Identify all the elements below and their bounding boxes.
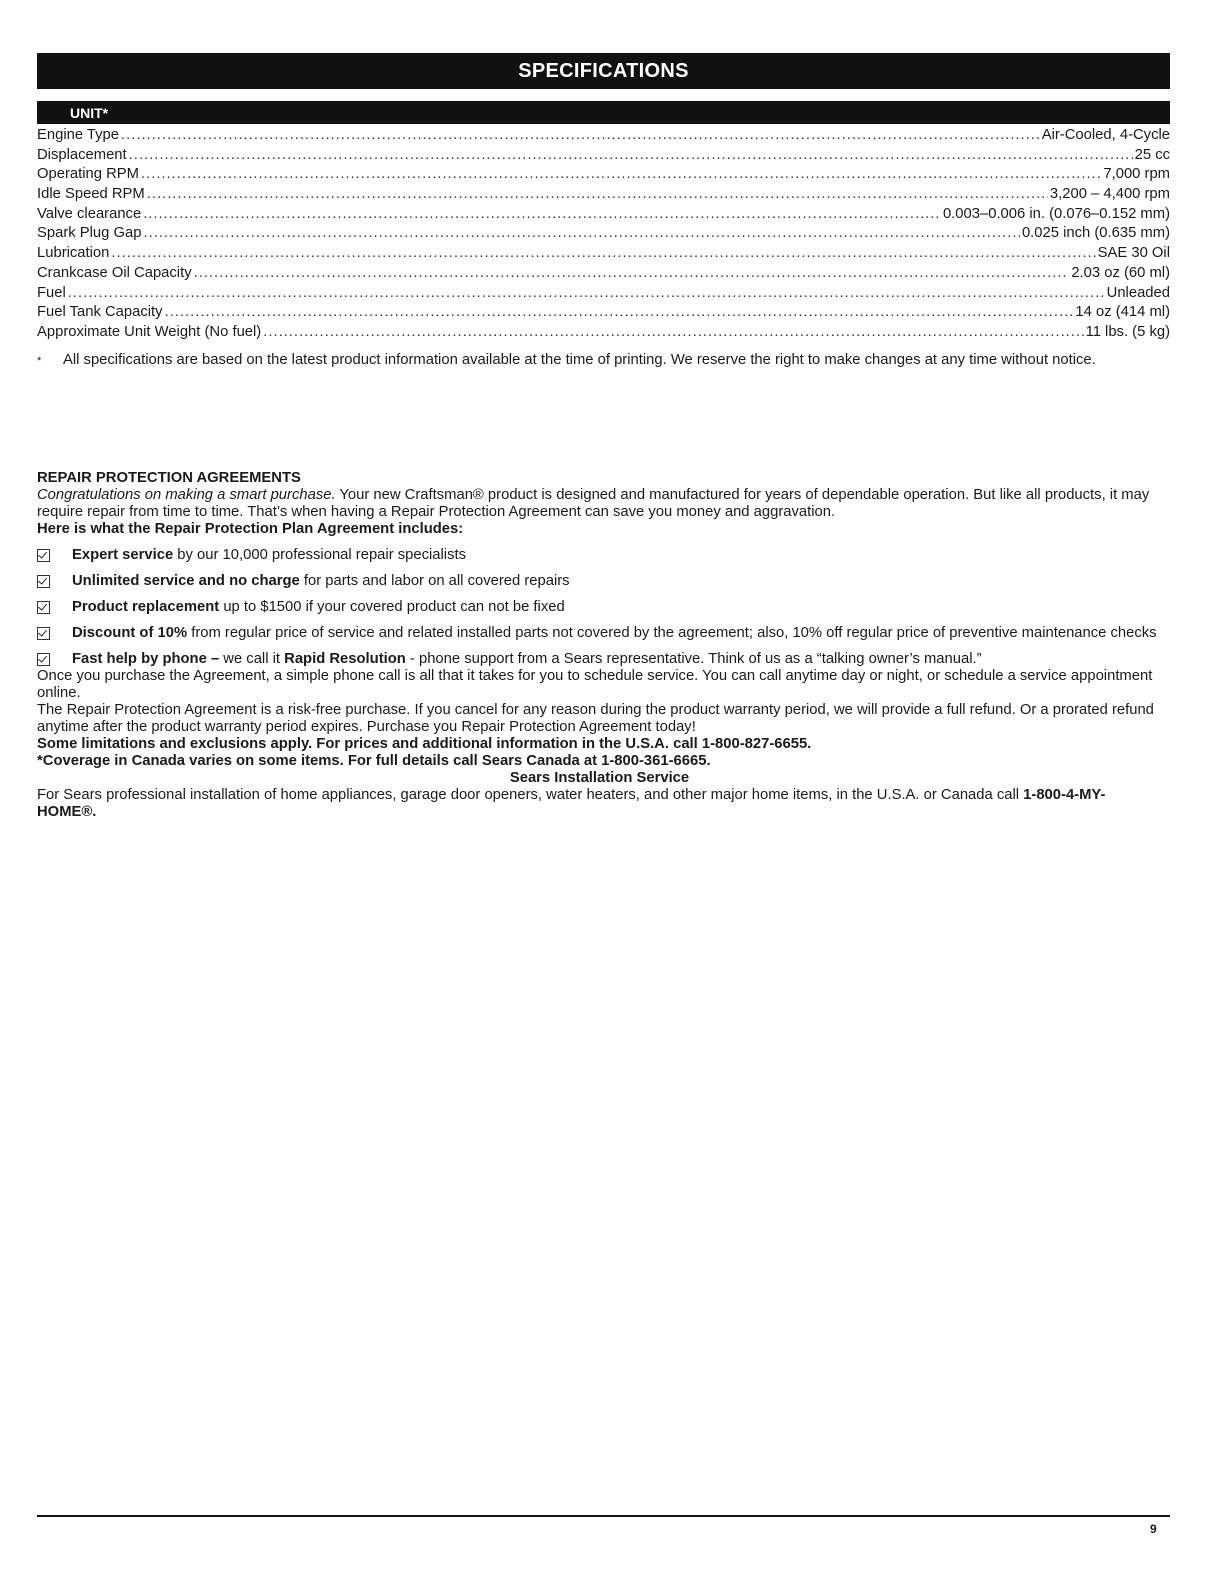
- rpa-title: REPAIR PROTECTION AGREEMENTS: [37, 470, 301, 486]
- rpa-limitations-canada: *Coverage in Canada varies on some items. For full details call Sears Canada at 1-800-361-6665.: [37, 753, 711, 769]
- rpa-intro-text: Your new Craftsman® product is designed and manufactured for years of dependable operation. But like all products, it may require repair from time to time. That’s when having a Repair Protection Agreement can save you money and aggravation.: [37, 487, 1150, 520]
- benefit-item: [37, 651, 1162, 668]
- footnote-marker: *: [37, 354, 42, 367]
- checkbox-checked-icon: [37, 549, 50, 562]
- rpa-includes-heading: Here is what the Repair Protection Plan Agreement includes:: [37, 521, 464, 537]
- rpa-riskfree-paragraph: The Repair Protection Agreement is a risk-free purchase. If you cancel for any reason during the product warranty period, we will provide a full refund. Or a prorated refund anytime after the product warranty period expires. Purchase you Repair Protection Agreement today!: [37, 702, 1154, 735]
- spec-name: Fuel Tank Capacity: [37, 304, 163, 321]
- unit-header-bar: [37, 101, 1170, 124]
- benefit-item: [37, 625, 1162, 642]
- spec-name: Fuel: [37, 284, 66, 301]
- spec-row: [37, 244, 1170, 264]
- spec-name: Crankcase Oil Capacity: [37, 264, 192, 281]
- benefit-item: [37, 547, 1162, 564]
- rpa-limitations-us: Some limitations and exclusions apply. For prices and additional information in the U.S.A. call 1-800-827-6655.: [37, 736, 812, 752]
- spec-row: [37, 284, 1170, 304]
- spec-value: 2.03 oz (60 ml): [1071, 264, 1170, 281]
- dot-leader: [147, 185, 1048, 205]
- spec-name: Idle Speed RPM: [37, 186, 145, 203]
- footnote-text: All specifications are based on the latest product information available at the time of printing. We reserve the right to make changes at any time without notice.: [63, 351, 1096, 368]
- benefit-bold: Fast help by phone –: [72, 651, 220, 667]
- benefit-bold: Unlimited service and no charge: [72, 573, 300, 589]
- spec-row: [37, 224, 1170, 244]
- spec-footnote: [37, 352, 1170, 370]
- checkbox-checked-icon: [37, 653, 50, 666]
- spec-name: Displacement: [37, 146, 127, 163]
- spec-value: 14 oz (414 ml): [1075, 304, 1170, 321]
- dot-leader: [165, 303, 1074, 323]
- checkbox-checked-icon: [37, 575, 50, 588]
- rpa-intro: [37, 487, 1162, 521]
- specifications-banner: [37, 53, 1170, 89]
- spec-row: [37, 205, 1170, 225]
- spec-name: Operating RPM: [37, 166, 139, 183]
- benefit-bold: Product replacement: [72, 599, 220, 615]
- spec-row: [37, 165, 1170, 185]
- benefit-item: [37, 573, 1162, 590]
- benefit-text: we call it: [219, 651, 285, 667]
- spec-value: 0.025 inch (0.635 mm): [1021, 225, 1170, 242]
- dot-leader: [263, 323, 1083, 343]
- spec-value: 3,200 – 4,400 rpm: [1049, 186, 1170, 203]
- dot-leader: [111, 244, 1095, 264]
- spec-name: Engine Type: [37, 127, 119, 143]
- benefit-bold: Rapid Resolution: [284, 651, 406, 667]
- spec-name: Lubrication: [37, 245, 110, 262]
- spec-value: SAE 30 Oil: [1097, 245, 1170, 262]
- repair-protection-section: [37, 470, 1162, 821]
- specifications-section: [37, 53, 1170, 370]
- benefit-text: from regular price of service and related installed parts not covered by the agreement; also, 10% off regular price of preventive maintenance checks: [187, 625, 1157, 641]
- benefit-text: for parts and labor on all covered repairs: [299, 573, 570, 589]
- spec-row: [37, 185, 1170, 205]
- spec-row: [37, 126, 1170, 146]
- checkbox-checked-icon: [37, 627, 50, 640]
- benefit-text: - phone support from a Sears representative. Think of us as a “talking owner’s manual.”: [405, 651, 982, 667]
- footer-rule: [37, 1515, 1170, 1517]
- page-number: 9: [1150, 1522, 1157, 1536]
- installation-paragraph: [37, 787, 1162, 821]
- dot-leader: [194, 264, 1070, 284]
- rpa-intro-italic: Congratulations on making a smart purchase.: [37, 487, 336, 503]
- dot-leader: [129, 146, 1133, 166]
- spec-name: Approximate Unit Weight (No fuel): [37, 323, 262, 340]
- benefit-bold: Discount of 10%: [72, 625, 188, 641]
- dot-leader: [143, 205, 941, 225]
- dot-leader: [121, 126, 1040, 146]
- benefit-item: [37, 599, 1162, 616]
- spec-value: 0.003–0.006 in. (0.076–0.152 mm): [942, 205, 1170, 222]
- spec-value: 11 lbs. (5 kg): [1085, 323, 1170, 340]
- unit-label: UNIT*: [70, 104, 109, 121]
- checkbox-checked-icon: [37, 601, 50, 614]
- benefit-text: up to $1500 if your covered product can not be fixed: [219, 599, 565, 615]
- dot-leader: [68, 284, 1105, 304]
- dot-leader: [141, 165, 1101, 185]
- spec-row: [37, 303, 1170, 323]
- spec-value: 25 cc: [1134, 146, 1170, 163]
- spec-value: 7,000 rpm: [1103, 166, 1170, 183]
- spec-name: Valve clearance: [37, 205, 142, 222]
- installation-phone: 1-800-4-MY-HOME®.: [37, 787, 1106, 820]
- spec-name: Spark Plug Gap: [37, 225, 142, 242]
- benefit-bold: Expert service: [72, 547, 174, 563]
- spec-row: [37, 323, 1170, 343]
- page-title: SPECIFICATIONS: [518, 59, 689, 82]
- spec-value: Air-Cooled, 4-Cycle: [1041, 127, 1170, 143]
- benefit-text: by our 10,000 professional repair specialists: [173, 547, 466, 563]
- dot-leader: [143, 224, 1019, 244]
- rpa-purchase-paragraph: Once you purchase the Agreement, a simple phone call is all that it takes for you to schedule service. You can call anytime day or night, or schedule a service appointment online.: [37, 668, 1153, 701]
- installation-text: For Sears professional installation of home appliances, garage door openers, water heaters, and other major home items, in the U.S.A. or Canada call: [37, 787, 1024, 803]
- installation-title: Sears Installation Service: [509, 770, 690, 786]
- spec-row: [37, 146, 1170, 166]
- spec-row: [37, 264, 1170, 284]
- spec-list: [37, 126, 1170, 343]
- spec-value: Unleaded: [1106, 284, 1170, 301]
